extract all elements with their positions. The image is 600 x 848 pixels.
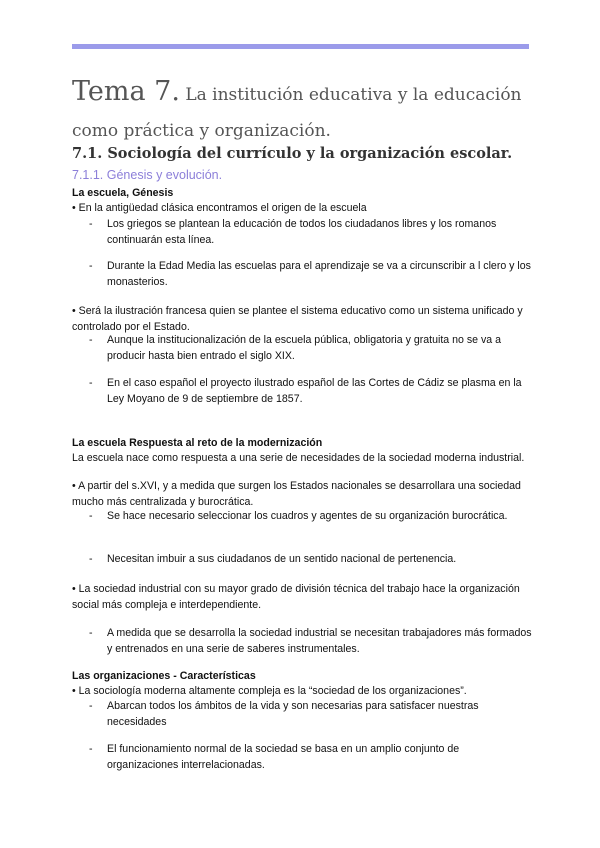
s2-bullet-2: • La sociedad industrial con su mayor grado de división técnica del trabajo hace la organización social más compleja e interdependiente. [72,583,520,611]
s2-dash-3-text: A medida que se desarrolla la sociedad industrial se necesitan trabajadores más formados y entrenados en una serie de saberes instrumentales. [107,627,532,655]
s3-dash-2-text: El funcionamiento normal de la sociedad se basa en un amplio conjunto de organizaciones interrelacionadas. [107,743,460,771]
dash-marker: - [89,260,93,272]
s1-dash-4-text: En el caso español el proyecto ilustrado español de las Cortes de Cádiz se plasma en la Ley Moyano de 9 de septiembre de 1857. [107,377,522,405]
s3-dash-item-1 [72,698,532,730]
s3-dash-item-2 [72,741,532,773]
s2-paragraph: La escuela nace como respuesta a una serie de necesidades de la sociedad moderna industrial. [72,452,525,464]
dash-marker: - [89,700,93,712]
dash-marker: - [89,510,93,522]
s2-bullet-1: • A partir del s.XVI, y a medida que surgen los Estados nacionales se desarrollara una sociedad mucho más centralizada y burocrática. [72,480,521,508]
s2-dash-item-2 [72,551,532,567]
dash-marker: - [89,743,93,755]
header-accent-bar [72,44,529,49]
s2-dash-item-3 [72,625,532,657]
s1-bullet-1: • En la antigüedad clásica encontramos el origen de la escuela [72,202,367,214]
s1-dash-item-4 [72,375,532,407]
s2-heading: La escuela Respuesta al reto de la modernización [72,437,323,449]
s1-bullet-2: • Será la ilustración francesa quien se plantee el sistema educativo como un sistema unificado y controlado por el Estado. [72,305,523,333]
dash-marker: - [89,553,93,565]
dash-marker: - [89,334,93,346]
page-title [72,74,542,149]
dash-marker: - [89,627,93,639]
dash-marker: - [89,218,93,230]
section-heading: 7.1. Sociología del currículo y la organización escolar. [72,145,513,162]
s2-dash-2-text: Necesitan imbuir a sus ciudadanos de un sentido nacional de pertenencia. [107,553,457,565]
s3-dash-1-text: Abarcan todos los ámbitos de la vida y son necesarias para satisfacer nuestras necesidades [107,700,479,728]
title-rest: La institución educativa y la educación como práctica y organización. [72,85,522,141]
dash-marker: - [89,377,93,389]
s1-dash-2-text: Durante la Edad Media las escuelas para el aprendizaje se va a circunscribir a l clero y los monasterios. [107,260,531,288]
s1-dash-1-text: Los griegos se plantean la educación de todos los ciudadanos libres y los romanos continuarán esta línea. [107,218,497,246]
s1-dash-item-1 [72,216,532,248]
s2-dash-item-1 [72,508,532,524]
s2-dash-1-text: Se hace necesario seleccionar los cuadros y agentes de su organización burocrática. [107,510,508,522]
s3-bullet-1: • La sociología moderna altamente compleja es la “sociedad de los organizaciones”. [72,685,467,697]
subsection-heading: 7.1.1. Génesis y evolución. [72,168,223,182]
s1-dash-item-2 [72,258,532,290]
title-main: Tema 7. [72,76,180,107]
s1-dash-3-text: Aunque la institucionalización de la escuela pública, obligatoria y gratuita no se va a producir hasta bien entrado el siglo XIX. [107,334,501,362]
s3-heading: Las organizaciones - Características [72,670,256,682]
s1-heading: La escuela, Génesis [72,187,174,199]
s1-dash-item-3 [72,332,532,364]
